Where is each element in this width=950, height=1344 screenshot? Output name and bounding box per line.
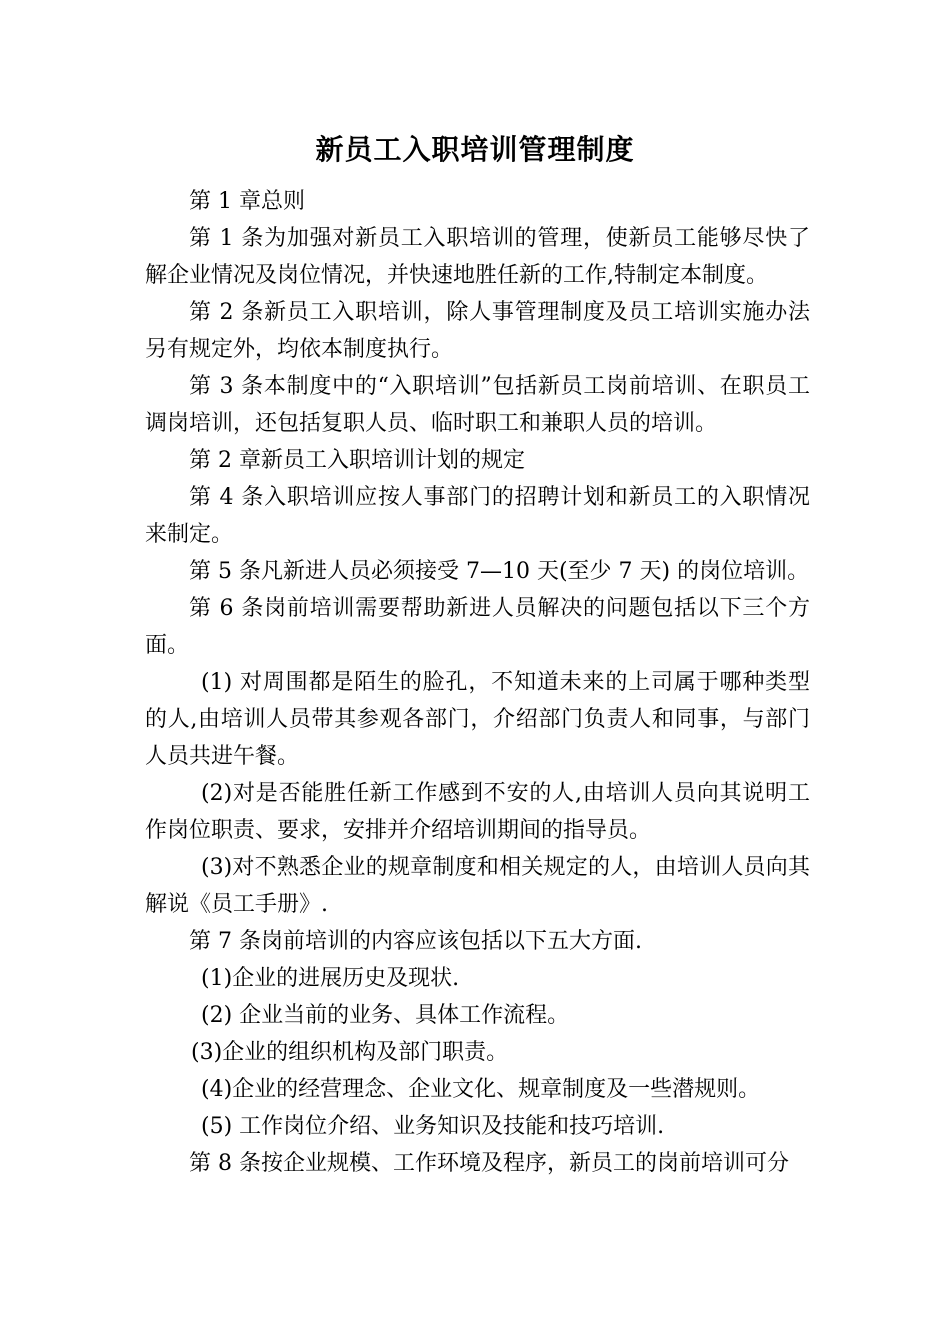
article-paragraph: 第 5 条凡新进人员必须接受 7—10 天(至少 7 天) 的岗位培训。	[189, 559, 810, 584]
list-item: (5) 工作岗位介绍、业务知识及技能和技巧培训.	[201, 1114, 665, 1139]
article-paragraph: 第 6 条岗前培训需要帮助新进人员解决的问题包括以下三个方面。	[145, 596, 810, 658]
article-paragraph: 第 4 条入职培训应按人事部门的招聘计划和新员工的入职情况来制定。	[145, 485, 810, 547]
list-item: (2)对是否能胜任新工作感到不安的人,由培训人员向其说明工作岗位职责、要求，安排并介绍培训期间的指导员。	[145, 781, 810, 843]
article-paragraph: 第 3 条本制度中的“入职培训”包括新员工岗前培训、在职员工调岗培训，还包括复职人员、临时职工和兼职人员的培训。	[145, 374, 810, 436]
list-item: (4)企业的经营理念、企业文化、规章制度及一些潜规则。	[201, 1077, 761, 1102]
list-item: (1)企业的进展历史及现状.	[201, 966, 460, 991]
article-paragraph: 第 2 条新员工入职培训，除人事管理制度及员工培训实施办法另有规定外，均依本制度执行。	[145, 300, 810, 362]
article-paragraph: 第 7 条岗前培训的内容应该包括以下五大方面.	[189, 929, 642, 954]
list-item: (1) 对周围都是陌生的脸孔，不知道未来的上司属于哪种类型的人,由培训人员带其参观各部门，介绍部门负责人和同事，与部门人员共进午餐。	[145, 670, 810, 769]
chapter-heading: 第 1 章总则	[189, 189, 305, 214]
article-paragraph: 第 8 条按企业规模、工作环境及程序，新员工的岗前培训可分	[189, 1151, 789, 1176]
list-item: (2) 企业当前的业务、具体工作流程。	[201, 1003, 570, 1028]
list-item: (3)企业的组织机构及部门职责。	[191, 1040, 509, 1065]
article-paragraph: 第 1 条为加强对新员工入职培训的管理，使新员工能够尽快了解企业情况及岗位情况，并快速地胜任新的工作,特制定本制度。	[145, 226, 810, 288]
document-body	[145, 183, 810, 1182]
chapter-heading: 第 2 章新员工入职培训计划的规定	[189, 448, 525, 473]
document-title: 新员工入职培训管理制度	[315, 133, 635, 166]
list-item: (3)对不熟悉企业的规章制度和相关规定的人，由培训人员向其解说《员工手册》.	[145, 855, 810, 917]
